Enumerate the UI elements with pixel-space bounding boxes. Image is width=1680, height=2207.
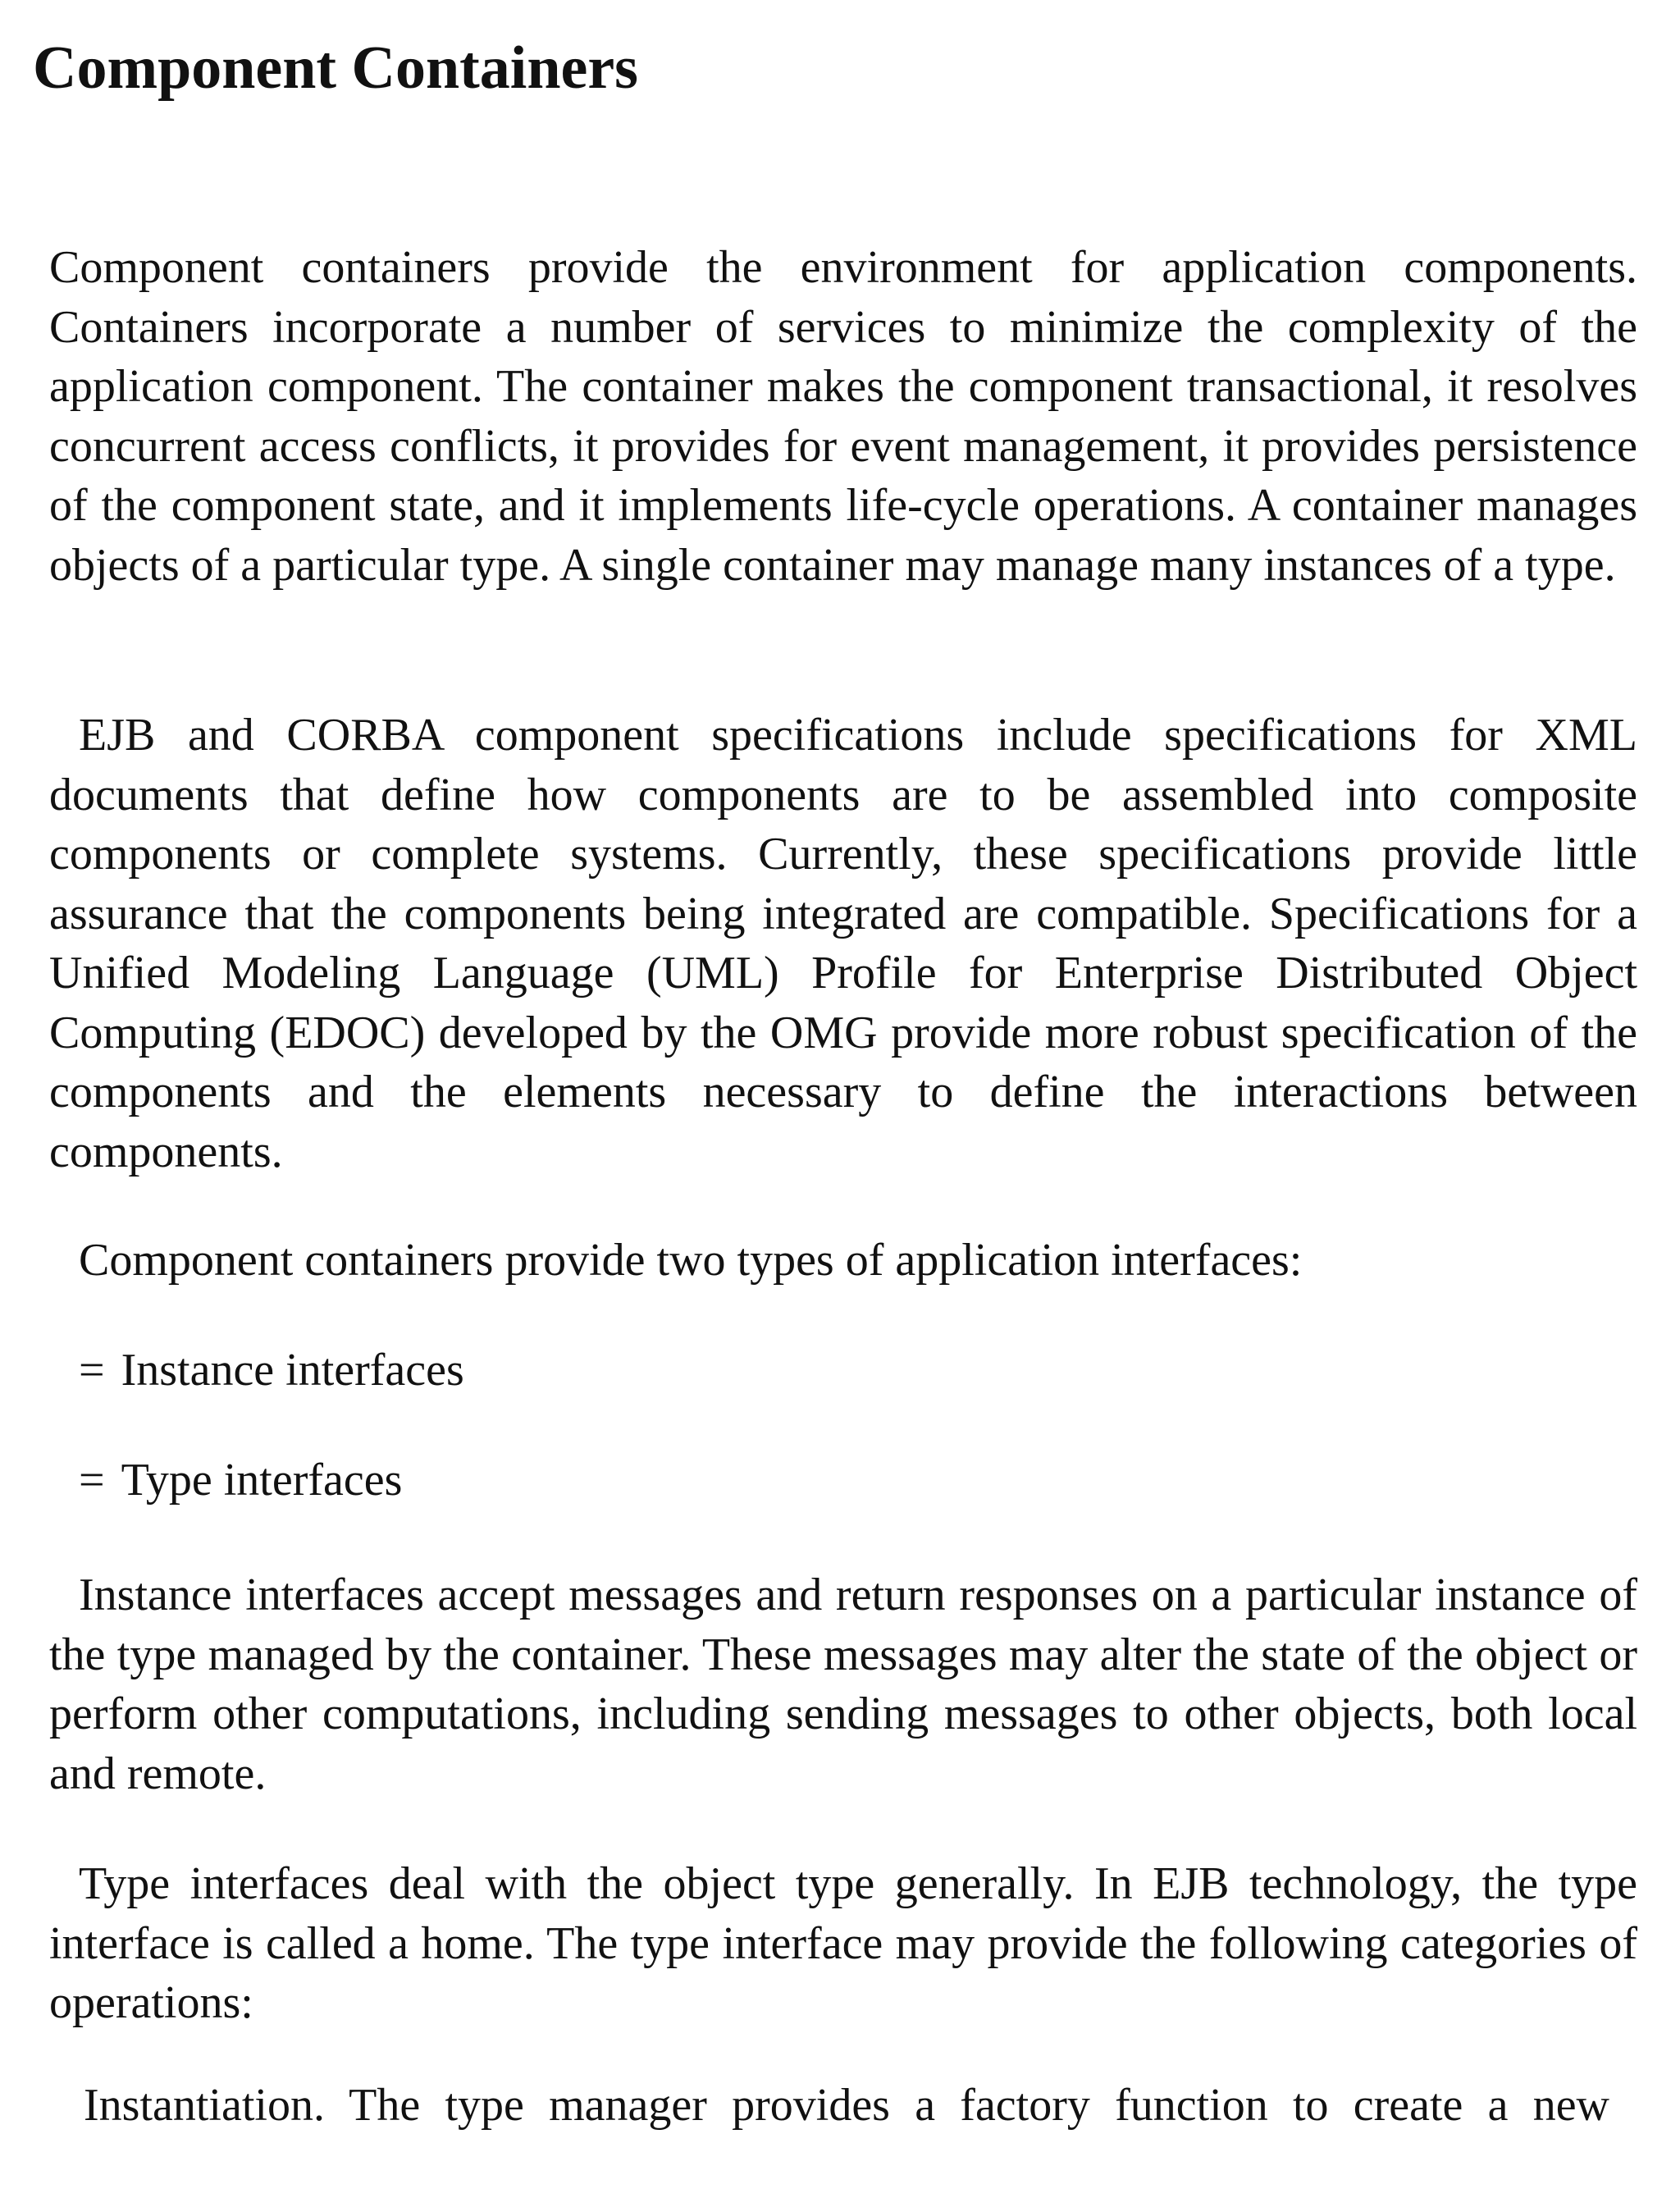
list-item (79, 1451, 402, 1510)
paragraph-specifications: EJB and CORBA component specifications include specifications for XML documents that define how components are to be assembled into composite components or complete systems. Currently, these specifications provide little assurance that the components being integrated are compatible. Specifications for a Unified Modeling Language (UML) Profile for Enterprise Distributed Object Computing (EDOC) developed by the OMG provide more robust specification of the components and the elements necessary to define the interactions between components. (49, 710, 1637, 1177)
paragraph-interface-types-intro: Component containers provide two types of application interfaces: (79, 1235, 1303, 1286)
list-item-label: Instance interfaces (121, 1345, 464, 1396)
paragraph-instance-interfaces: Instance interfaces accept messages and return responses on a particular instance of the type managed by the container. These messages may alter the state of the object or perform other computations, including sending messages to other objects, both local and remote. (49, 1570, 1637, 1799)
paragraph-type-interfaces: Type interfaces deal with the object type generally. In EJB technology, the type interface is called a home. The type interface may provide the following categories of operations: (49, 1858, 1637, 2028)
paragraph-instantiation: Instantiation. The type manager provides a factory function to create a new (84, 2080, 1609, 2131)
page-title: Component Containers (33, 34, 638, 102)
list-bullet: = (79, 1455, 105, 1506)
paragraph-containers-overview: Component containers provide the environment for application components. Containers incorporate a number of services to minimize the complexity of the application component. The container makes the component transactional, it resolves concurrent access conflicts, it provides for event management, it provides persistence of the component state, and it implements life-cycle operations. A container manages objects of a particular type. A single container may manage many instances of a type. (49, 242, 1637, 591)
list-bullet: = (79, 1345, 105, 1396)
list-item (79, 1341, 464, 1400)
list-item-label: Type interfaces (121, 1455, 403, 1506)
